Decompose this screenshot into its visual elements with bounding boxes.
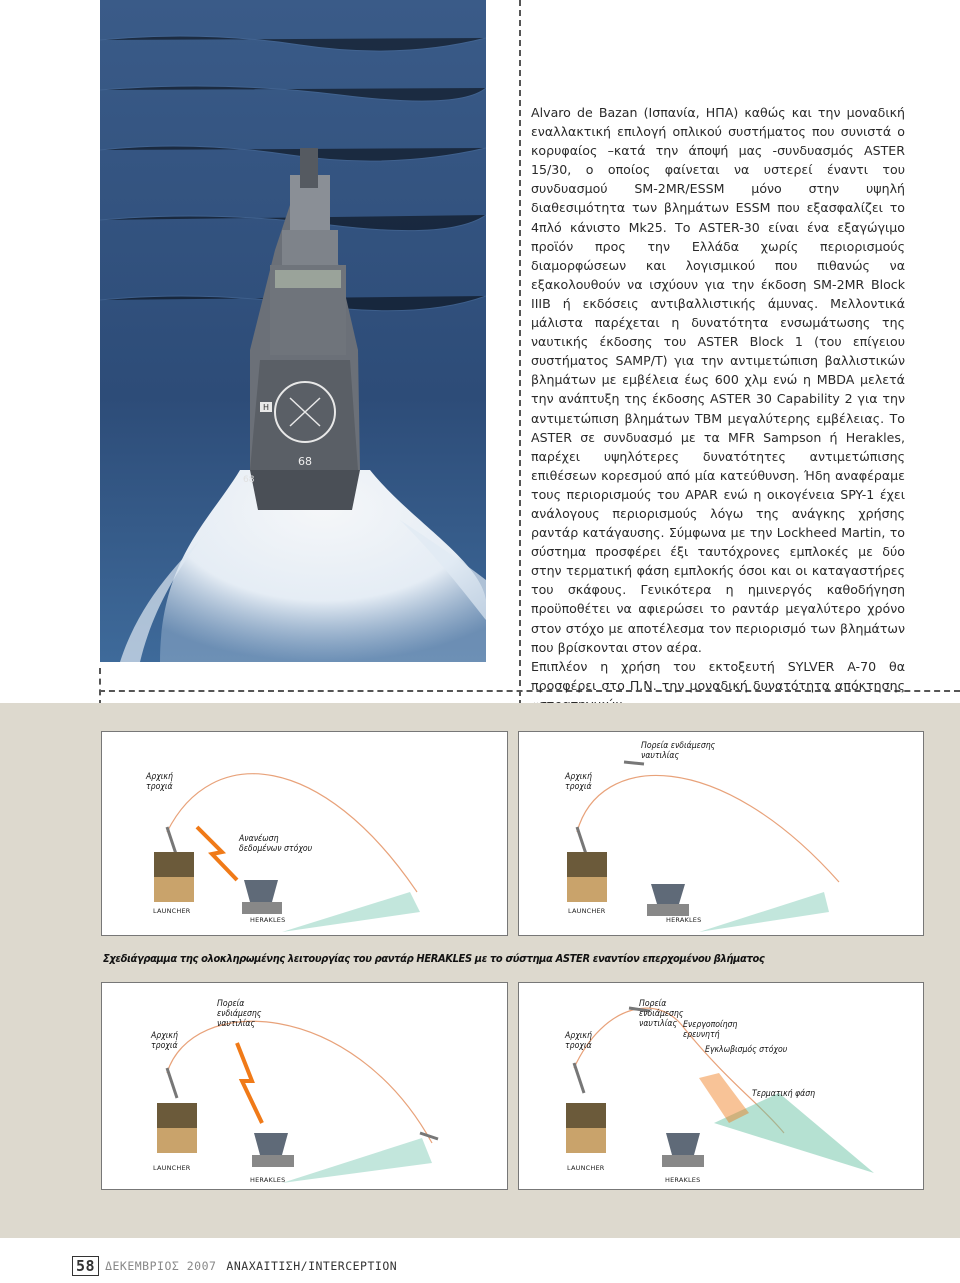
caption-herakles: HERAKLES — [250, 916, 286, 924]
label-terminal-phase: Τερματική φάση — [752, 1089, 816, 1099]
caption-launcher-4: LAUNCHER — [567, 1164, 605, 1172]
page-number: 58 — [72, 1256, 99, 1276]
deck-marking: H — [262, 403, 270, 412]
label-data-update: Ανανέωση δεδομένων στόχου — [239, 834, 313, 854]
caption-herakles-4: HERAKLES — [665, 1176, 701, 1184]
diagram-caption: Σχεδιάγραμμα της ολοκληρωμένης λειτουργίας του ραντάρ HERAKLES με το σύστημα ASTER εναντίον επερχομένου βλήματος — [103, 952, 765, 965]
label-initial-trajectory-2: Αρχική τροχιά — [565, 772, 592, 792]
caption-launcher-2: LAUNCHER — [568, 907, 606, 915]
deck-number: 68 — [298, 455, 312, 468]
article-text — [531, 103, 905, 714]
label-midcourse: Πορεία ενδιάμεσης ναυτιλίας — [641, 741, 716, 761]
issue-date: ΔΕΚΕΜΒΡΙΟΣ 2007 — [105, 1259, 217, 1273]
article-paragraph-2: Επιπλέον η χρήση του εκτοξευτή SYLVER A-70 θα προσφέρει στο Π.Ν. την μοναδική δυνατότητα απόκτησης — [531, 658, 905, 693]
label-midcourse-4: Πορεία ενδιάμεσης ναυτιλίας — [639, 999, 684, 1029]
caption-launcher-3: LAUNCHER — [153, 1164, 191, 1172]
caption-herakles-2: HERAKLES — [666, 916, 702, 924]
magazine-name: ΑΝΑΧΑΙΤΙΣΗ/INTERCEPTION — [226, 1259, 398, 1273]
diagram-midcourse — [518, 731, 924, 936]
frigate-photo — [100, 0, 486, 662]
diagram-update — [101, 982, 508, 1190]
label-target-lock: Εγκλωβισμός στόχου — [705, 1045, 788, 1055]
guide-line-left — [99, 668, 101, 706]
label-initial-trajectory-4: Αρχική τροχιά — [565, 1031, 592, 1051]
caption-launcher: LAUNCHER — [153, 907, 191, 915]
label-midcourse-3: Πορεία ενδιάμεσης ναυτιλίας — [217, 999, 262, 1029]
caption-herakles-3: HERAKLES — [250, 1176, 286, 1184]
guide-line-middle — [519, 0, 521, 706]
diagram-terminal — [518, 982, 924, 1190]
hull-number: 68 — [243, 475, 255, 485]
article-paragraph-1: Alvaro de Bazan (Ισπανία, ΗΠΑ) καθώς και την μοναδική εναλλακτική επιλογή οπλικού συστήματος που συνιστά ο κορυφαίος –κατά την άποψή μας -συνδυασμός ASTER 15/30, ο οποίος φαίνεται να υστερεί έναντι του συνδυασμού SM-2MR/ESSM μόνο στην υψηλή διαθεσιμότητα των βλημάτων ESSM που εξασφαλίζει το 4πλό κάνιστο Mk25. Το ASTER-30 είναι ένα εξαγώγιμο προϊόν προς την Ελλάδα χωρίς περιορισμούς διαμορφώσεων και λογισμικού που πιθανώς να εξακολουθούν να ισχύουν για την έκδοση SM-2MR Block IIIB ή εκδόσεις αντιβαλλιστικής άμυνας. Μελλοντικά μάλιστα παρέχεται η δυνατότητα ενσωμάτωσης της ναυτικής έκδοσης του ASTER Block 1 (του επίγειου συστήματος SAMP/T) για την αντιμετώπιση βαλλιστικών βλημάτων με εμβέλεια έως 600 χλμ ενώ η MBDA μελετά την ανάπτυξη της έκδοσης ASTER 30 Capability 2 για την αντιμετώπιση βλημάτων TBM μεγαλύτερης εμβέλειας. Το ASTER σε συνδυασμό με τα MFR Sampson ή Herakles, παρέχει υψηλότερες δυνατότητες αντιμετώπισης επιθέσεων κορεσμού από μία κατεύθυνση. Ήδη αναφέραμε τους περιορισμούς του APAR ενώ η οικογένεια SPY-1 έχει ανάλογους περιορισμούς λόγω της ανάγκης χρήσης ραντάρ κατάγαυσης. Σύμφωνα με την Lockheed Martin, το σύστημα προσφέρει έξι ταυτόχρονες εμπλοκές με δύο στην τερματική φάση εμπλοκής όσοι και οι καταγαστήρες του σκάφους. Γενικότερα η ημινεργός καθοδήγηση προϋποθέτει να αφιερώσει το ραντάρ μεγαλύτερο χρόνο στον στόχο με αποτέλεσμα τον περιορισμό των βλημάτων που βρίσκονται στον αέρα. — [531, 105, 905, 655]
diagram-launch — [101, 731, 508, 936]
label-seeker-activation: Ενεργοποίηση ερευνητή — [683, 1020, 738, 1040]
label-initial-trajectory-3: Αρχική τροχιά — [151, 1031, 178, 1051]
page-footer — [72, 1256, 397, 1276]
label-initial-trajectory: Αρχική τροχιά — [146, 772, 173, 792]
